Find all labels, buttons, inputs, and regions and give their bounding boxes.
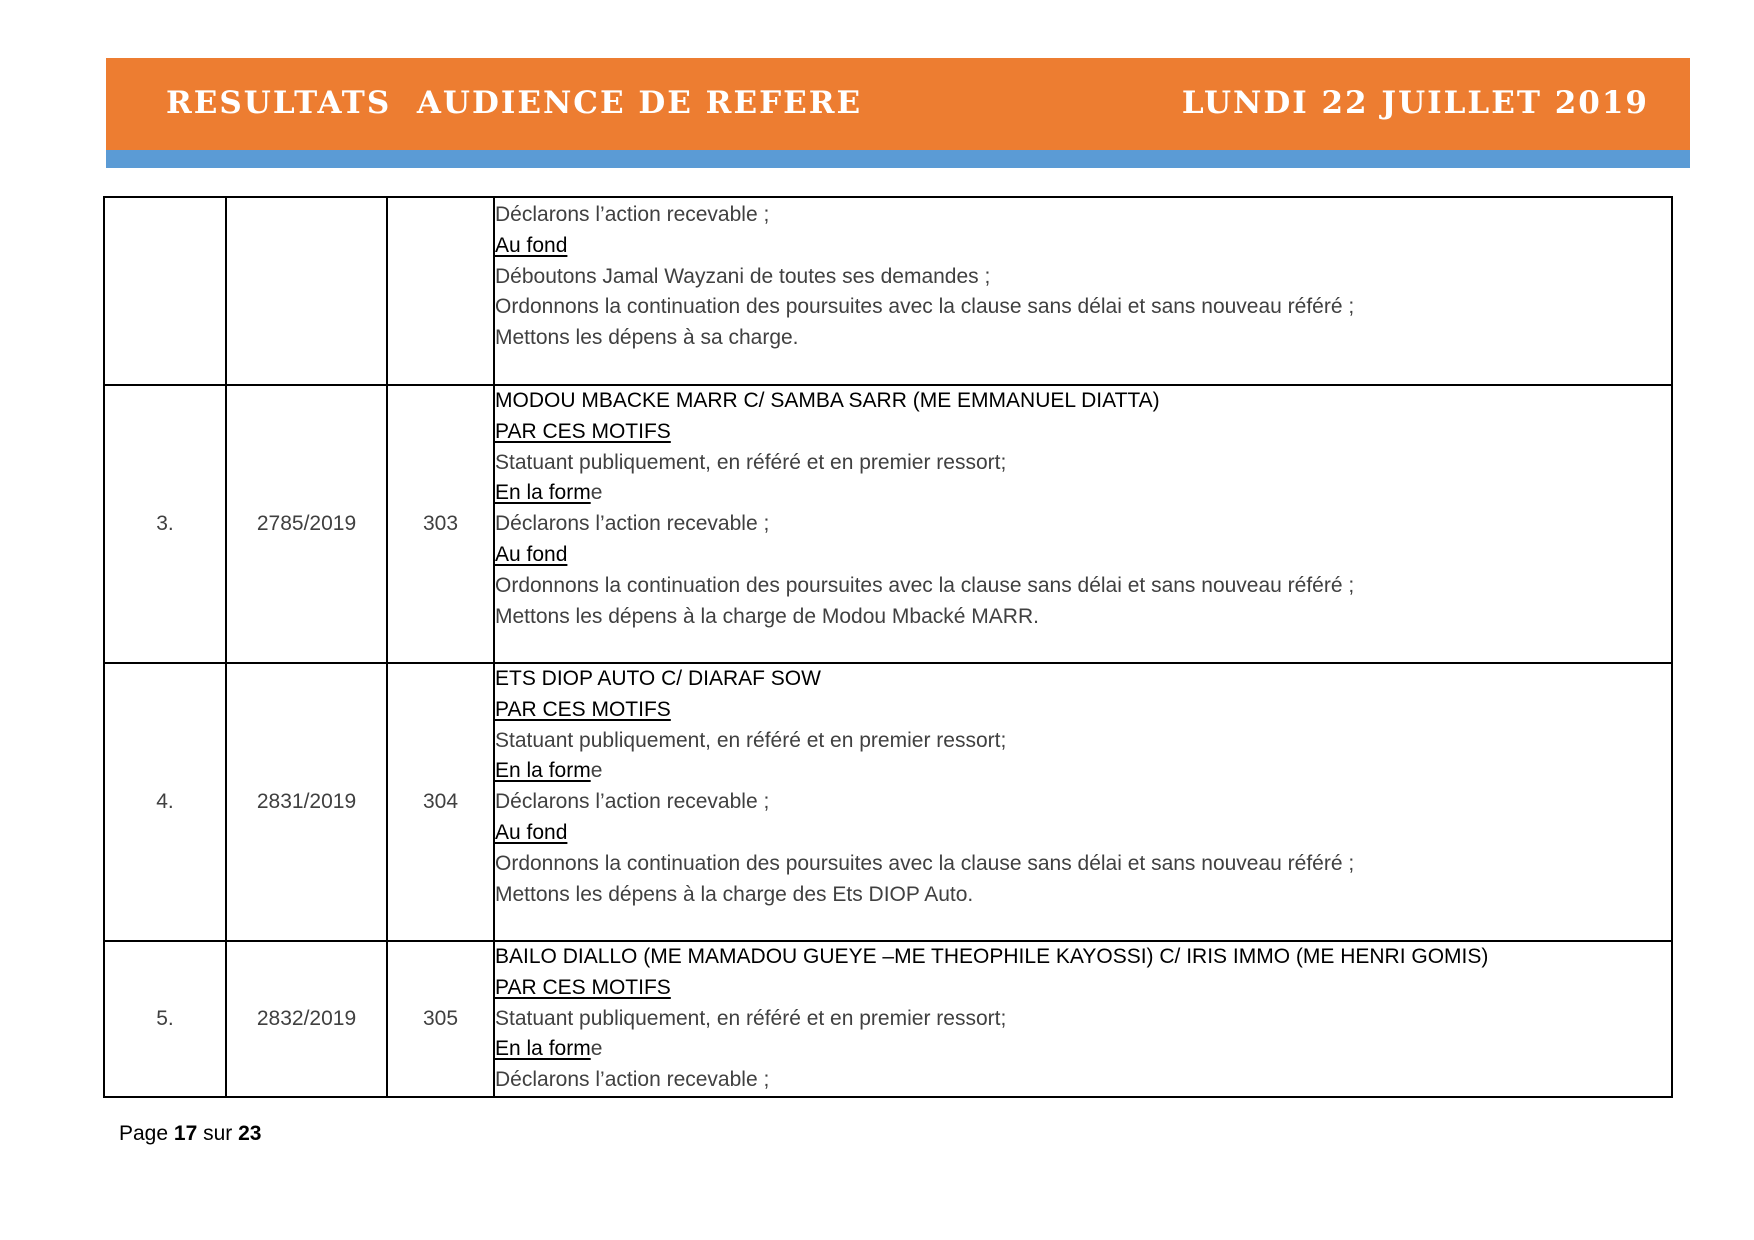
heading-text: Au fond [495, 542, 568, 566]
decision-line: Ordonnons la continuation des poursuites avec la clause sans délai et sans nouveau référé ; [495, 851, 1355, 875]
decision-heading [495, 973, 1671, 1004]
decision-line: Mettons les dépens à la charge de Modou Mbacké MARR. [495, 604, 1039, 628]
heading-tail: e [590, 481, 603, 505]
page-current: 17 [173, 1122, 198, 1145]
case-parties: MODOU MBACKE MARR C/ SAMBA SARR (ME EMMANUEL DIATTA) [495, 389, 1160, 412]
table-row [104, 385, 1672, 663]
decision-line: Statuant publiquement, en référé et en premier ressort; [495, 450, 1007, 474]
decision-heading [495, 231, 1671, 262]
rg-number: 2831/2019 [226, 663, 387, 941]
heading-tail: e [590, 759, 603, 783]
decision-line: Déboutons Jamal Wayzani de toutes ses demandes ; [495, 264, 991, 288]
decision-line: Déclarons l’action recevable ; [495, 203, 770, 226]
heading-tail: e [590, 1037, 603, 1061]
row-number: 3. [104, 385, 226, 663]
decision-text [494, 385, 1672, 663]
hearing-date: LUNDI 22 JUILLET 2019 [1181, 85, 1649, 121]
ordonnance-number: 304 [387, 663, 494, 941]
table-row [104, 941, 1672, 1097]
heading-text: PAR CES MOTIFS [495, 975, 671, 999]
table-row [104, 197, 1672, 385]
heading-text: Au fond [495, 820, 568, 844]
ordonnance-number: 305 [387, 941, 494, 1097]
decision-heading [495, 818, 1671, 849]
rg-number: 2832/2019 [226, 941, 387, 1097]
rg-number [226, 197, 387, 385]
header-stripe [106, 150, 1690, 168]
decision-line: Mettons les dépens à la charge des Ets DIOP Auto. [495, 882, 974, 906]
heading-text: Au fond [495, 233, 568, 257]
case-parties: BAILO DIALLO (ME MAMADOU GUEYE –ME THEOPHILE KAYOSSI) C/ IRIS IMMO (ME HENRI GOMIS) [495, 945, 1489, 968]
heading-text: En la form [495, 1037, 591, 1061]
row-number: 5. [104, 941, 226, 1097]
ordonnance-number [387, 197, 494, 385]
decision-heading [495, 540, 1671, 571]
decision-line: Déclarons l’action recevable ; [495, 1068, 770, 1092]
heading-text: En la form [495, 481, 591, 505]
heading-text: PAR CES MOTIFS [495, 419, 671, 443]
page-label: Page [119, 1122, 169, 1145]
decision-text [494, 941, 1672, 1097]
decision-line: Ordonnons la continuation des poursuites avec la clause sans délai et sans nouveau référé ; [495, 573, 1355, 597]
decision-line: Ordonnons la continuation des poursuites avec la clause sans délai et sans nouveau référé ; [495, 295, 1355, 319]
decision-line: Statuant publiquement, en référé et en premier ressort; [495, 728, 1007, 752]
decision-heading [495, 756, 1671, 787]
table-row [104, 663, 1672, 941]
decision-heading [495, 478, 1671, 509]
row-number [104, 197, 226, 385]
decision-text [494, 663, 1672, 941]
decision-heading [495, 695, 1671, 726]
decision-heading [495, 1034, 1671, 1065]
decision-text [494, 197, 1672, 385]
decision-line: Mettons les dépens à sa charge. [495, 326, 799, 350]
rg-number: 2785/2019 [226, 385, 387, 663]
decision-line: Déclarons l’action recevable ; [495, 512, 770, 536]
results-table [103, 196, 1673, 1098]
page-title: RESULTATS AUDIENCE DE REFERE [166, 85, 863, 121]
heading-text: PAR CES MOTIFS [495, 697, 671, 721]
decision-heading [495, 417, 1671, 448]
page-footer [119, 1119, 261, 1149]
ordonnance-number: 303 [387, 385, 494, 663]
decision-line: Statuant publiquement, en référé et en premier ressort; [495, 1006, 1007, 1030]
decision-line: Déclarons l’action recevable ; [495, 790, 770, 814]
page-of-label: sur [203, 1122, 233, 1145]
page-total: 23 [238, 1122, 262, 1145]
case-parties: ETS DIOP AUTO C/ DIARAF SOW [495, 667, 821, 690]
heading-text: En la form [495, 759, 591, 783]
row-number: 4. [104, 663, 226, 941]
